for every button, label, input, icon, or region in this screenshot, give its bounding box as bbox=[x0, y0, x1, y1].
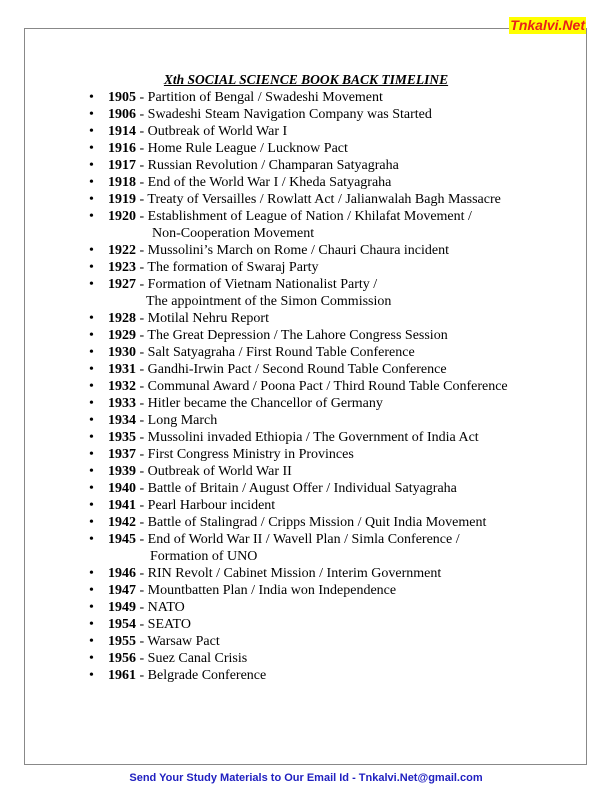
page-title: Xth SOCIAL SCIENCE BOOK BACK TIMELINE bbox=[163, 72, 449, 87]
bullet-icon: • bbox=[89, 90, 94, 105]
timeline-event: - End of World War II / Wavell Plan / Simla Conference / bbox=[136, 532, 460, 547]
timeline-year: 1922 bbox=[108, 243, 136, 258]
timeline-year: 1927 bbox=[108, 277, 136, 292]
timeline-event: - Communal Award / Poona Pact / Third Round Table Conference bbox=[136, 379, 508, 394]
timeline-year: 1942 bbox=[108, 515, 136, 530]
bullet-icon: • bbox=[89, 515, 94, 530]
timeline-event-continued: Non-Cooperation Movement bbox=[152, 226, 315, 241]
bullet-icon: • bbox=[89, 600, 94, 615]
timeline-year: 1920 bbox=[108, 209, 136, 224]
timeline-item bbox=[0, 480, 508, 497]
timeline-item bbox=[0, 242, 508, 259]
timeline-year: 1917 bbox=[108, 158, 136, 173]
timeline-item bbox=[0, 361, 508, 378]
timeline-year: 1940 bbox=[108, 481, 136, 496]
timeline-event: - The Great Depression / The Lahore Congress Session bbox=[136, 328, 448, 343]
bullet-icon: • bbox=[89, 634, 94, 649]
bullet-icon: • bbox=[89, 413, 94, 428]
timeline-year: 1961 bbox=[108, 668, 136, 683]
timeline-event: - Partition of Bengal / Swadeshi Movement bbox=[136, 90, 383, 105]
timeline-list bbox=[0, 89, 508, 684]
timeline-event: - Salt Satyagraha / First Round Table Conference bbox=[136, 345, 415, 360]
bullet-icon: • bbox=[89, 192, 94, 207]
timeline-item bbox=[0, 531, 508, 565]
bullet-icon: • bbox=[89, 158, 94, 173]
timeline-item bbox=[0, 599, 508, 616]
timeline-year: 1939 bbox=[108, 464, 136, 479]
bullet-icon: • bbox=[89, 532, 94, 547]
timeline-year: 1923 bbox=[108, 260, 136, 275]
timeline-event: - Treaty of Versailles / Rowlatt Act / Jalianwalah Bagh Massacre bbox=[136, 192, 501, 207]
timeline-item bbox=[0, 208, 508, 242]
timeline-item bbox=[0, 89, 508, 106]
timeline-event: - SEATO bbox=[136, 617, 191, 632]
bullet-icon: • bbox=[89, 566, 94, 581]
timeline-event: - Outbreak of World War II bbox=[136, 464, 292, 479]
timeline-event: - The formation of Swaraj Party bbox=[136, 260, 319, 275]
timeline-item bbox=[0, 123, 508, 140]
bullet-icon: • bbox=[89, 277, 94, 292]
bullet-icon: • bbox=[89, 481, 94, 496]
timeline-year: 1955 bbox=[108, 634, 136, 649]
timeline-event: - Mussolini’s March on Rome / Chauri Chaura incident bbox=[136, 243, 450, 258]
timeline-year: 1929 bbox=[108, 328, 136, 343]
timeline-item bbox=[0, 565, 508, 582]
timeline-item bbox=[0, 395, 508, 412]
timeline-item bbox=[0, 616, 508, 633]
timeline-event: - Battle of Stalingrad / Cripps Mission / Quit India Movement bbox=[136, 515, 487, 530]
footer-email-note: Send Your Study Materials to Our Email Id - Tnkalvi.Net@gmail.com bbox=[129, 772, 483, 784]
timeline-event: - Mussolini invaded Ethiopia / The Government of India Act bbox=[136, 430, 479, 445]
timeline-item bbox=[0, 412, 508, 429]
timeline-event: - Establishment of League of Nation / Khilafat Movement / bbox=[136, 209, 472, 224]
timeline-event: - Suez Canal Crisis bbox=[136, 651, 248, 666]
timeline-item bbox=[0, 191, 508, 208]
bullet-icon: • bbox=[89, 260, 94, 275]
timeline-item bbox=[0, 344, 508, 361]
bullet-icon: • bbox=[89, 668, 94, 683]
timeline-event: - Formation of Vietnam Nationalist Party / bbox=[136, 277, 378, 292]
bullet-icon: • bbox=[89, 583, 94, 598]
timeline-year: 1931 bbox=[108, 362, 136, 377]
timeline-item bbox=[0, 140, 508, 157]
timeline-item bbox=[0, 667, 508, 684]
timeline-item bbox=[0, 582, 508, 599]
bullet-icon: • bbox=[89, 464, 94, 479]
timeline-item bbox=[0, 633, 508, 650]
timeline-item bbox=[0, 497, 508, 514]
timeline-year: 1919 bbox=[108, 192, 136, 207]
bullet-icon: • bbox=[89, 175, 94, 190]
bullet-icon: • bbox=[89, 396, 94, 411]
timeline-item bbox=[0, 174, 508, 191]
timeline-year: 1935 bbox=[108, 430, 136, 445]
timeline-year: 1945 bbox=[108, 532, 136, 547]
bullet-icon: • bbox=[89, 651, 94, 666]
bullet-icon: • bbox=[89, 345, 94, 360]
timeline-item bbox=[0, 310, 508, 327]
bullet-icon: • bbox=[89, 430, 94, 445]
timeline-event: - Battle of Britain / August Offer / Individual Satyagraha bbox=[136, 481, 457, 496]
timeline-item bbox=[0, 106, 508, 123]
timeline-year: 1918 bbox=[108, 175, 136, 190]
timeline-year: 1933 bbox=[108, 396, 136, 411]
bullet-icon: • bbox=[89, 362, 94, 377]
timeline-year: 1932 bbox=[108, 379, 136, 394]
bullet-icon: • bbox=[89, 617, 94, 632]
timeline-year: 1947 bbox=[108, 583, 136, 598]
timeline-year: 1928 bbox=[108, 311, 136, 326]
timeline-year: 1905 bbox=[108, 90, 136, 105]
timeline-event-continued: The appointment of the Simon Commission bbox=[146, 294, 392, 309]
timeline-event: - First Congress Ministry in Provinces bbox=[136, 447, 354, 462]
timeline-event: - End of the World War I / Kheda Satyagraha bbox=[136, 175, 392, 190]
timeline-event: - RIN Revolt / Cabinet Mission / Interim Government bbox=[136, 566, 442, 581]
bullet-icon: • bbox=[89, 124, 94, 139]
timeline-item bbox=[0, 259, 508, 276]
timeline-year: 1934 bbox=[108, 413, 136, 428]
timeline-year: 1916 bbox=[108, 141, 136, 156]
bullet-icon: • bbox=[89, 447, 94, 462]
bullet-icon: • bbox=[89, 141, 94, 156]
timeline-item bbox=[0, 463, 508, 480]
timeline-item bbox=[0, 157, 508, 174]
timeline-event: - NATO bbox=[136, 600, 185, 615]
timeline-year: 1930 bbox=[108, 345, 136, 360]
timeline-item bbox=[0, 429, 508, 446]
timeline-event: - Belgrade Conference bbox=[136, 668, 267, 683]
bullet-icon: • bbox=[89, 209, 94, 224]
timeline-event: - Home Rule League / Lucknow Pact bbox=[136, 141, 348, 156]
timeline-year: 1946 bbox=[108, 566, 136, 581]
timeline-item bbox=[0, 378, 508, 395]
timeline-event: - Mountbatten Plan / India won Independence bbox=[136, 583, 397, 598]
timeline-item bbox=[0, 276, 508, 310]
timeline-item bbox=[0, 514, 508, 531]
timeline-year: 1914 bbox=[108, 124, 136, 139]
timeline-year: 1906 bbox=[108, 107, 136, 122]
bullet-icon: • bbox=[89, 107, 94, 122]
bullet-icon: • bbox=[89, 243, 94, 258]
timeline-event: - Russian Revolution / Champaran Satyagraha bbox=[136, 158, 399, 173]
timeline-event: - Long March bbox=[136, 413, 218, 428]
timeline-event: - Hitler became the Chancellor of Germany bbox=[136, 396, 383, 411]
timeline-year: 1949 bbox=[108, 600, 136, 615]
timeline-year: 1937 bbox=[108, 447, 136, 462]
timeline-event: - Swadeshi Steam Navigation Company was Started bbox=[136, 107, 432, 122]
bullet-icon: • bbox=[89, 311, 94, 326]
timeline-year: 1941 bbox=[108, 498, 136, 513]
bullet-icon: • bbox=[89, 498, 94, 513]
bullet-icon: • bbox=[89, 379, 94, 394]
timeline-item bbox=[0, 650, 508, 667]
brand-logo: Tnkalvi.Net bbox=[510, 17, 585, 33]
bullet-icon: • bbox=[89, 328, 94, 343]
timeline-event: - Gandhi-Irwin Pact / Second Round Table Conference bbox=[136, 362, 447, 377]
timeline-event: - Warsaw Pact bbox=[136, 634, 220, 649]
timeline-event-continued: Formation of UNO bbox=[150, 549, 258, 564]
timeline-item bbox=[0, 327, 508, 344]
timeline-year: 1956 bbox=[108, 651, 136, 666]
timeline-year: 1954 bbox=[108, 617, 136, 632]
timeline-event: - Motilal Nehru Report bbox=[136, 311, 269, 326]
timeline-item bbox=[0, 446, 508, 463]
timeline-event: - Pearl Harbour incident bbox=[136, 498, 276, 513]
timeline-event: - Outbreak of World War I bbox=[136, 124, 288, 139]
